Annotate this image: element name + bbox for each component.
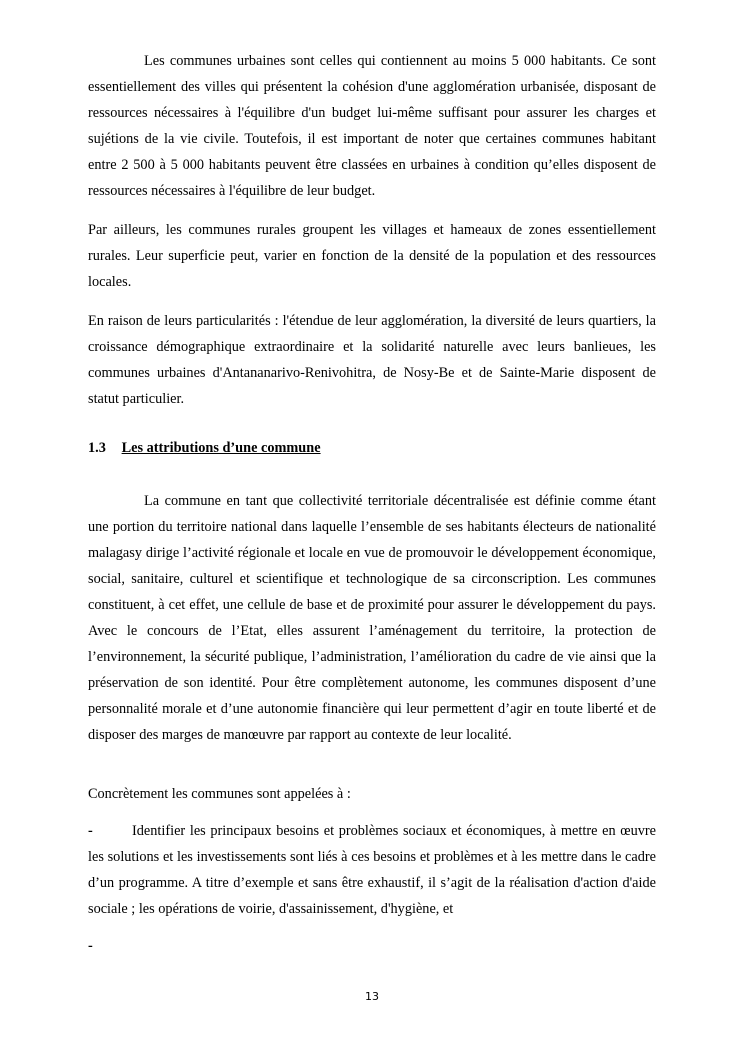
page-number: 13 <box>365 990 379 1003</box>
list-item <box>88 818 656 922</box>
bullet-marker: - <box>88 823 93 839</box>
section-heading <box>88 437 321 459</box>
bullet-marker: - <box>88 938 93 954</box>
paragraph-rural-communes: Par ailleurs, les communes rurales groupent les villages et hameaux de zones essentiellement rurales. Leur superficie peut, varier en fonction de la densité de la population et des ressources locales. <box>88 222 656 290</box>
paragraph-intro-list: Concrètement les communes sont appelées à : <box>88 786 351 802</box>
paragraph-commune-definition: La commune en tant que collectivité territoriale décentralisée est définie comme étant une portion du territoire national dans laquelle l’ensemble de ses habitants électeurs de nationalité malagasy dirige l’activité régionale et locale en vue de promouvoir le développement économique, social, sanitaire, culturel et scientifique et technologique de sa circonscription. Les communes constituent, à cet effet, une cellule de base et de proximité pour assurer le développement du pays. Avec le concours de l’Etat, elles assurent l’aménagement du territoire, la protection de l’environnement, la sécurité publique, l’administration, l’amélioration du cadre de vie ainsi que la préservation de son identité. Pour être complètement autonome, les communes disposent d’une personnalité morale et d’une autonomie financière qui leur permettent d’agir en toute liberté et de disposer des marges de manœuvre par rapport au contexte de leur localité. <box>88 493 656 743</box>
section-number: 1.3 <box>88 440 106 456</box>
section-title: Les attributions d’une commune <box>121 440 321 456</box>
bullet-text: Identifier les principaux besoins et problèmes sociaux et économiques, à mettre en œuvre les solutions et les investissements sont liés à ces besoins et problèmes et à les mettre dans le cadre d’un programme. A titre d’exemple et sans être exhaustif, il s’agit de la réalisation d'action d'aide sociale ; les opérations de voirie, d'assainissement, d'hygiène, et <box>88 823 656 917</box>
paragraph-special-status: En raison de leurs particularités : l'étendue de leur agglomération, la diversité de leurs quartiers, la croissance démographique extraordinaire et la solidarité naturelle avec leurs banlieues, les communes urbaines d'Antananarivo-Renivohitra, de Nosy-Be et de Sainte-Marie disposent de statut particulier. <box>88 313 656 407</box>
paragraph-urban-communes: Les communes urbaines sont celles qui contiennent au moins 5 000 habitants. Ce sont essentiellement des villes qui présentent la cohésion d'une agglomération urbanisée, disposant de ressources nécessaires à l'équilibre d'un budget lui-même suffisant pour assurer les charges et sujétions de la vie civile. Toutefois, il est important de noter que certaines communes habitant entre 2 500 à 5 000 habitants peuvent être classées en urbaines à condition qu’elles disposent de ressources nécessaires à l'équilibre de leur budget. <box>88 53 656 199</box>
